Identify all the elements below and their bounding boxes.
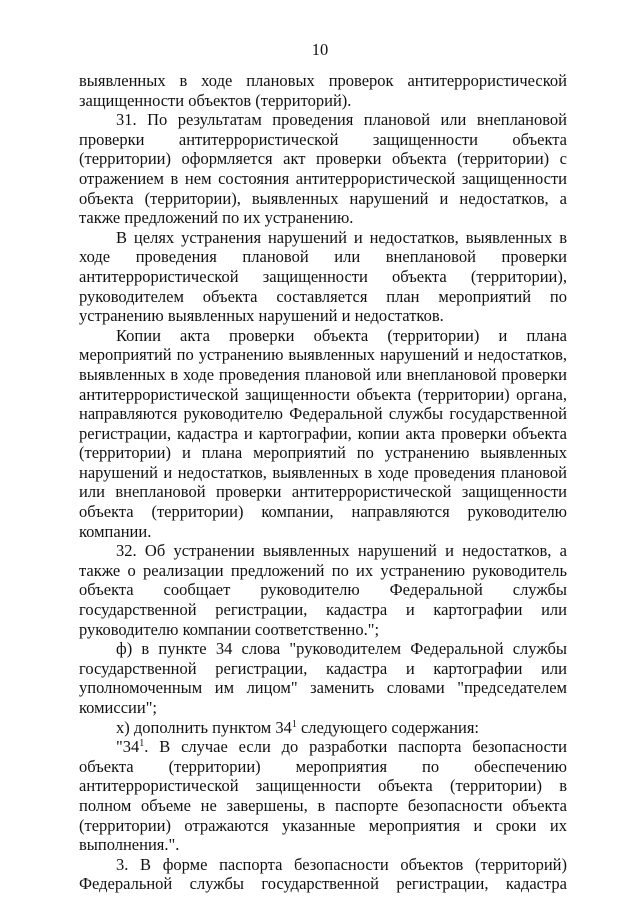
paragraph-3: 3. В форме паспорта безопасности объектов (территорий) Федеральной службы государственной регистрации, кадастра	[79, 854, 567, 894]
item-h-after: следующего содержания:	[296, 717, 479, 737]
item-h-superscript: 1	[291, 718, 297, 730]
point-34-1-superscript: 1	[139, 738, 145, 750]
page-number: 10	[311, 40, 329, 59]
paragraph-32: 32. Об устранении выявленных нарушений и недостатков, а также о реализации предложений по их устранению руководитель объекта сообщает руководителю Федеральной службы государственной регистрации, кадастра и картографии или руководителю компании соответственно.";	[79, 541, 567, 639]
document-body	[79, 71, 567, 894]
paragraph-31: 31. По результатам проведения плановой или внеплановой проверки антитеррористической защищенности объекта (территории) оформляется акт проверки объекта (территории) с отражением в нем состояния антитеррористической защищенности объекта (территории), выявленных нарушений и недостатков, а также предложений по их устранению.	[79, 110, 567, 228]
paragraph-copies: Копии акта проверки объекта (территории) и плана мероприятий по устранению выявленных нарушений и недостатков, выявленных в ходе проведения плановой или внеплановой проверки антитеррористической защищенности объекта (территории) органа, направляются руководителю Федеральной службы государственной регистрации, кадастра и картографии, копии акта проверки объекта (территории) и плана мероприятий по устранению выявленных нарушений и недостатков, выявленных в ходе проведения плановой или внеплановой проверки антитеррористической защищенности объекта (территории) компании, направляются руководителю компании.	[79, 325, 567, 541]
paragraph-34-1	[79, 737, 567, 855]
paragraph-action-plan: В целях устранения нарушений и недостатков, выявленных в ходе проведения плановой или внеплановой проверки антитеррористической защищенности объекта (территории), руководителем объекта составляется план мероприятий по устранению выявленных нарушений и недостатков.	[79, 227, 567, 326]
paragraph-item-f: ф) в пункте 34 слова "руководителем Федеральной службы государственной регистрации, кадастра и картографии или уполномоченным им лицом" заменить словами "председателем комиссии";	[79, 639, 567, 717]
item-h-before: х) дополнить пунктом 34	[116, 717, 292, 737]
point-34-1-before: "34	[116, 737, 140, 757]
point-34-1-after: . В случае если до разработки паспорта безопасности объекта (территории) мероприятия по обеспечению антитеррористической защищенности объекта (территории) в полном объеме не завершены, в паспорте безопасности объекта (территории) отражаются указанные мероприятия и сроки их выполнения.".	[79, 737, 567, 855]
paragraph-item-h	[79, 718, 567, 738]
paragraph-0: выявленных в ходе плановых проверок антитеррористической защищенности объектов (территорий).	[79, 71, 567, 110]
